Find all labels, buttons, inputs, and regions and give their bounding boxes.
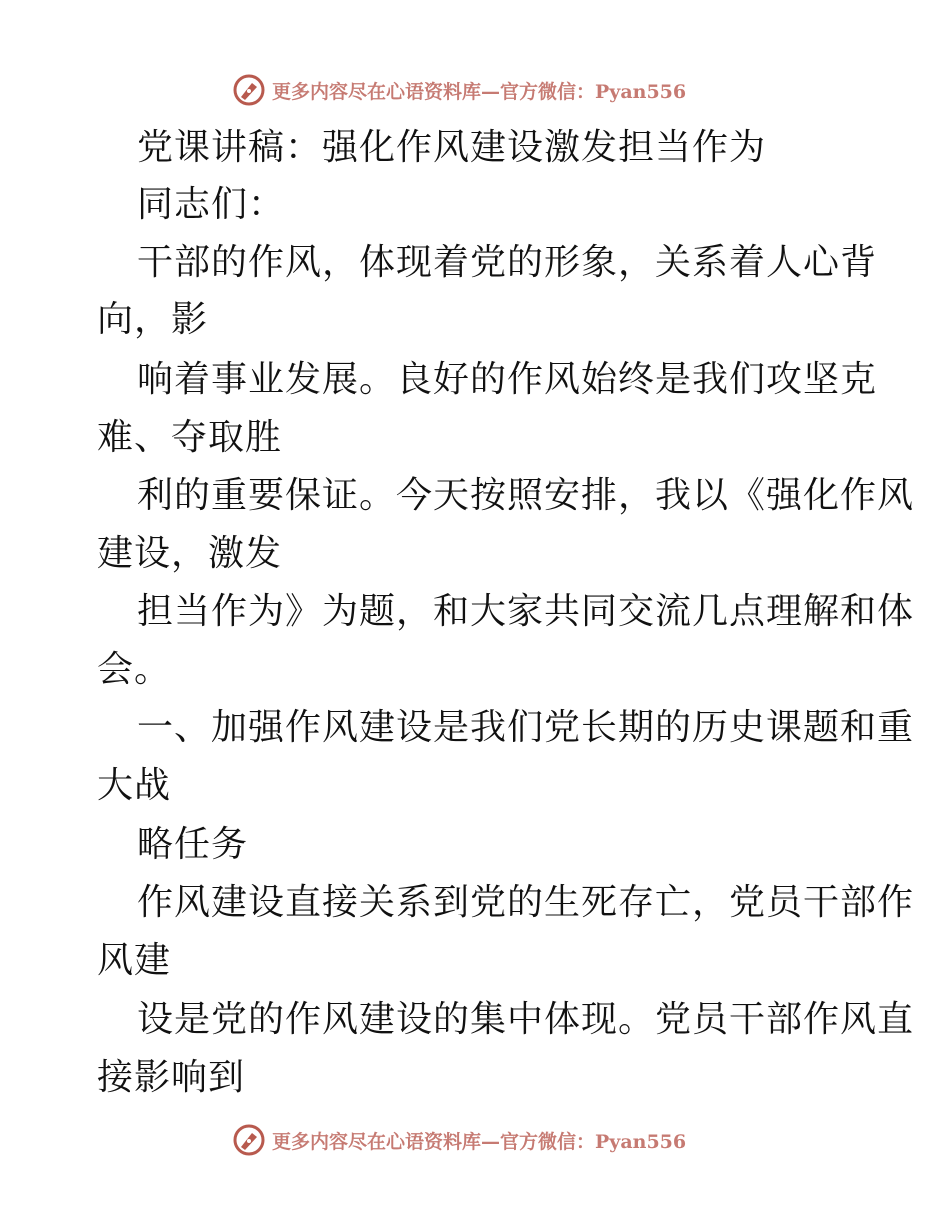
paragraph-line: 响着事业发展。良好的作风始终是我们攻坚克: [137, 359, 878, 400]
footer-watermark: [232, 1120, 752, 1160]
paragraph-line: 设是党的作风建设的集中体现。党员干部作风直: [137, 999, 915, 1040]
paragraph-line: 建设，激发: [97, 533, 283, 574]
paragraph-line: 难、夺取胜: [97, 417, 283, 458]
paragraph-line: 风建: [97, 940, 172, 981]
watermark-text: 更多内容尽在心语资料库—官方微信：Pyan556: [272, 80, 687, 103]
paragraph-line: 向，影: [97, 299, 209, 340]
paragraph-line: 会。: [97, 649, 172, 690]
pen-nib-logo-icon: [232, 1123, 266, 1157]
document-title: 党课讲稿：强化作风建设激发担当作为: [137, 127, 767, 168]
header-watermark: [232, 70, 752, 110]
section-heading: 一、加强作风建设是我们党长期的历史课题和重: [137, 707, 915, 748]
paragraph-line: 同志们：: [137, 184, 286, 225]
paragraph-line: 接影响到: [97, 1057, 246, 1098]
watermark-text: 更多内容尽在心语资料库—官方微信：Pyan556: [272, 1130, 687, 1153]
section-heading: 大战: [97, 765, 172, 806]
paragraph-line: 作风建设直接关系到党的生死存亡，党员干部作: [137, 882, 915, 923]
paragraph-line: 担当作为》为题，和大家共同交流几点理解和体: [137, 591, 915, 632]
paragraph-line: 利的重要保证。今天按照安排，我以《强化作风: [137, 475, 915, 516]
paragraph-line: 干部的作风，体现着党的形象，关系着人心背: [137, 242, 878, 283]
pen-nib-logo-icon: [232, 73, 266, 107]
section-heading: 略任务: [137, 824, 249, 865]
